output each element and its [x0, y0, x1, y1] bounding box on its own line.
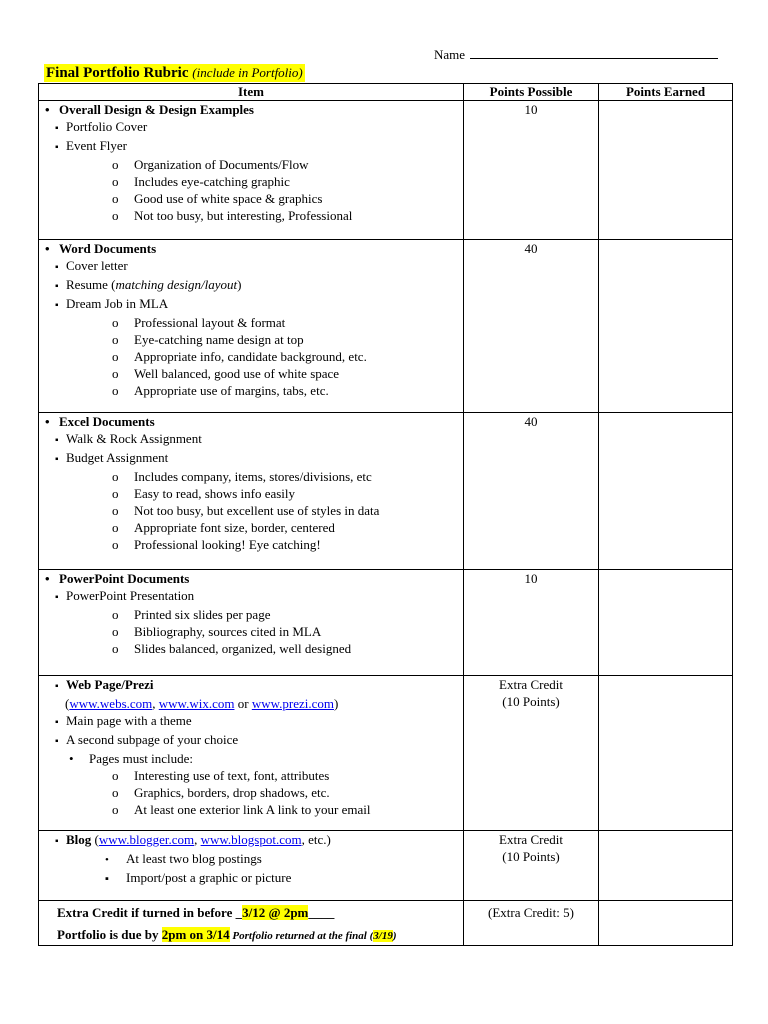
name-blank-line — [470, 46, 718, 59]
points-possible-excel: 40 — [464, 413, 599, 570]
link-blogspot[interactable]: www.blogspot.com — [200, 832, 302, 847]
section-heading: • PowerPoint Documents — [45, 571, 190, 586]
sub-list-item: o Appropriate use of margins, tabs, etc. — [112, 383, 329, 398]
points-possible-powerpoint: 10 — [464, 570, 599, 676]
list-item: ▪ Walk & Rock Assignment — [55, 431, 202, 446]
table-row-design — [39, 101, 733, 240]
item-cell-powerpoint — [39, 570, 464, 676]
column-header-points-possible: Points Possible — [464, 84, 599, 101]
points-earned-powerpoint[interactable] — [599, 570, 733, 676]
points-earned-blog[interactable] — [599, 831, 733, 901]
link-blogger[interactable]: www.blogger.com — [98, 832, 195, 847]
title-note: (include in Portfolio) — [192, 65, 303, 80]
table-row-excel — [39, 413, 733, 570]
list-item: • Pages must include: — [69, 751, 193, 766]
link-webs[interactable]: www.webs.com — [69, 696, 153, 711]
table-row-web — [39, 676, 733, 831]
list-item: ▪ Main page with a theme — [55, 713, 192, 728]
sub-list-item: o Bibliography, sources cited in MLA — [112, 624, 322, 639]
list-item: ▪ Portfolio Cover — [55, 119, 148, 134]
sub-list-item: o Slides balanced, organized, well designed — [112, 641, 352, 656]
list-item: ▪ A second subpage of your choice — [55, 732, 239, 747]
sub-list-item: ▪ Import/post a graphic or picture — [105, 870, 292, 885]
table-row-footer — [39, 901, 733, 946]
item-cell-footer — [39, 901, 464, 946]
page-title — [44, 64, 305, 82]
sub-list-item: o Not too busy, but interesting, Professional — [112, 208, 353, 223]
extra-credit-line: Extra Credit if turned in before _3/12 @ 2pm____ — [57, 905, 335, 920]
points-possible-extra-credit: (Extra Credit: 5) — [464, 901, 599, 946]
sub-list-item: o Good use of white space & graphics — [112, 191, 323, 206]
list-item: ▪ PowerPoint Presentation — [55, 588, 195, 603]
sub-list-item: o Well balanced, good use of white space — [112, 366, 340, 381]
sub-list-item: o At least one exterior link A link to your email — [112, 802, 371, 817]
sub-list-item: o Includes eye-catching graphic — [112, 174, 290, 189]
points-line: (10 Points) — [502, 694, 560, 709]
list-item: ▪ Cover letter — [55, 258, 128, 273]
table-header-row — [39, 84, 733, 101]
section-heading: • Excel Documents — [45, 414, 155, 429]
sub-list-item: o Not too busy, but excellent use of styles in data — [112, 503, 380, 518]
sub-list-item: o Professional layout & format — [112, 315, 286, 330]
points-line: Extra Credit — [499, 677, 563, 692]
sub-list-item: o Appropriate font size, border, centered — [112, 520, 335, 535]
item-cell-design — [39, 101, 464, 240]
sub-list-item: o Eye-catching name design at top — [112, 332, 304, 347]
sub-list-item: o Printed six slides per page — [112, 607, 271, 622]
table-row-word — [39, 240, 733, 413]
points-possible-blog — [464, 831, 599, 901]
column-header-item: Item — [39, 84, 464, 101]
points-possible-word: 40 — [464, 240, 599, 413]
points-line: (10 Points) — [502, 849, 560, 864]
sub-list-item: • At least two blog postings — [105, 851, 262, 866]
sub-list-item: o Organization of Documents/Flow — [112, 157, 309, 172]
points-possible-web — [464, 676, 599, 831]
item-cell-word — [39, 240, 464, 413]
sub-list-item: o Appropriate info, candidate background, etc. — [112, 349, 367, 364]
table-row-blog — [39, 831, 733, 901]
due-date-line: Portfolio is due by 2pm on 3/14 Portfolio returned at the final (3/19) — [57, 927, 397, 942]
points-earned-extra-credit[interactable] — [599, 901, 733, 946]
item-cell-web — [39, 676, 464, 831]
name-label: Name — [434, 47, 466, 62]
section-heading: ▪ Blog (www.blogger.com, www.blogspot.com, etc.) — [55, 832, 331, 847]
list-item: ▪ Resume (matching design/layout) — [55, 277, 242, 292]
item-cell-blog — [39, 831, 464, 901]
section-heading: • Overall Design & Design Examples — [45, 102, 254, 117]
points-earned-design[interactable] — [599, 101, 733, 240]
section-heading: ▪ Web Page/Prezi — [55, 677, 154, 692]
sub-list-item: o Professional looking! Eye catching! — [112, 537, 321, 552]
sub-list-item: o Includes company, items, stores/divisions, etc — [112, 469, 372, 484]
sub-list-item: o Interesting use of text, font, attributes — [112, 768, 330, 783]
points-earned-web[interactable] — [599, 676, 733, 831]
list-item: ▪ Budget Assignment — [55, 450, 169, 465]
links-line: (www.webs.com, www.wix.com or www.prezi.com) — [65, 696, 339, 711]
points-line: Extra Credit — [499, 832, 563, 847]
points-possible-design: 10 — [464, 101, 599, 240]
sub-list-item: o Graphics, borders, drop shadows, etc. — [112, 785, 330, 800]
list-item: ▪ Dream Job in MLA — [55, 296, 169, 311]
column-header-points-earned: Points Earned — [599, 84, 733, 101]
title-text: Final Portfolio Rubric — [46, 65, 189, 81]
link-prezi[interactable]: www.prezi.com — [251, 696, 334, 711]
name-field — [434, 46, 718, 63]
sub-list-item: o Easy to read, shows info easily — [112, 486, 296, 501]
section-heading: • Word Documents — [45, 241, 157, 256]
points-earned-excel[interactable] — [599, 413, 733, 570]
table-row-powerpoint — [39, 570, 733, 676]
points-earned-word[interactable] — [599, 240, 733, 413]
item-cell-excel — [39, 413, 464, 570]
list-item: ▪ Event Flyer — [55, 138, 128, 153]
rubric-table — [38, 83, 733, 946]
link-wix[interactable]: www.wix.com — [158, 696, 235, 711]
